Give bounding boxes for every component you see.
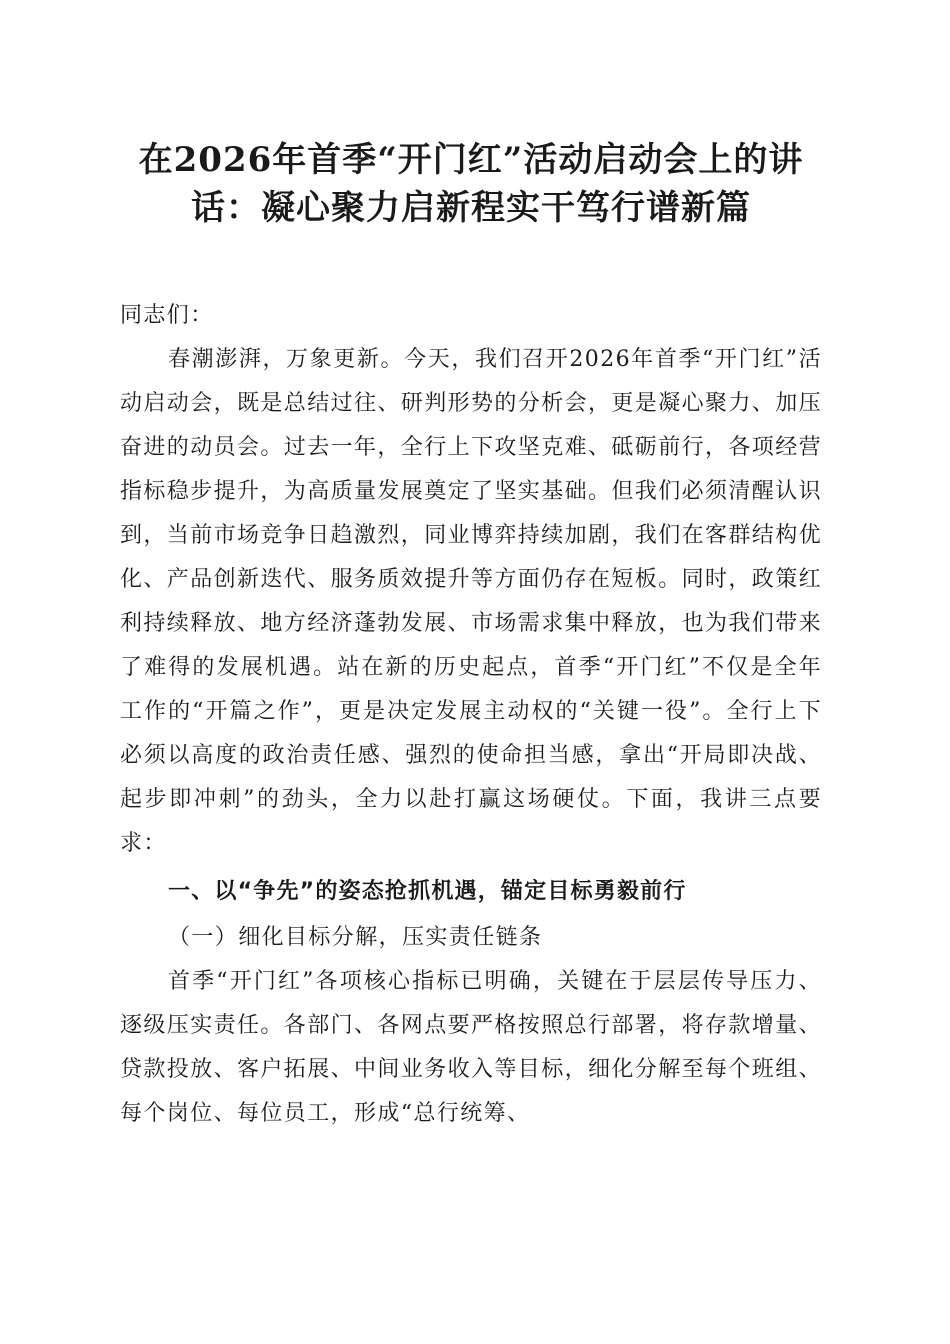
document-title-line-2: 话：凝心聚力启新程实干笃行谱新篇 [191, 188, 751, 228]
subsection-heading-1: （一）细化目标分解，压实责任链条 [168, 925, 543, 950]
paragraph-subsection-1: 首季“开门红”各项核心指标已明确，关键在于层层传导压力、逐级压实责任。各部门、各网点要严格按照总行部署，将存款增量、贷款投放、客户拓展、中间业务收入等目标，细化分解至每个班组、每个岗位、每位员工，形成“总行统筹、 [120, 969, 823, 1126]
salutation: 同志们： [120, 303, 214, 328]
document-title-line-1: 在2026年首季“开门红”活动启动会上的讲 [138, 140, 804, 180]
document-page [120, 136, 822, 1136]
section-heading-1: 一、以“争先”的姿态抢抓机遇，锚定目标勇毅前行 [168, 879, 687, 904]
document-title [120, 136, 822, 232]
paragraph-intro: 春潮澎湃，万象更新。今天，我们召开2026年首季“开门红”活动启动会，既是总结过往、研判形势的分析会，更是凝心聚力、加压奋进的动员会。过去一年，全行上下攻坚克难、砥砺前行，各项经营指标稳步提升，为高质量发展奠定了坚实基础。但我们必须清醒认识到，当前市场竞争日趋激烈，同业博弈持续加剧，我们在客群结构优化、产品创新迭代、服务质效提升等方面仍存在短板。同时，政策红利持续释放、地方经济蓬勃发展、市场需求集中释放，也为我们带来了难得的发展机遇。站在新的历史起点，首季“开门红”不仅是全年工作的“开篇之作”，更是决定发展主动权的“关键一役”。全行上下必须以高度的政治责任感、强烈的使命担当感，拿出“开局即决战、起步即冲刺”的劲头，全力以赴打赢这场硬仗。下面，我讲三点要求： [120, 347, 823, 856]
